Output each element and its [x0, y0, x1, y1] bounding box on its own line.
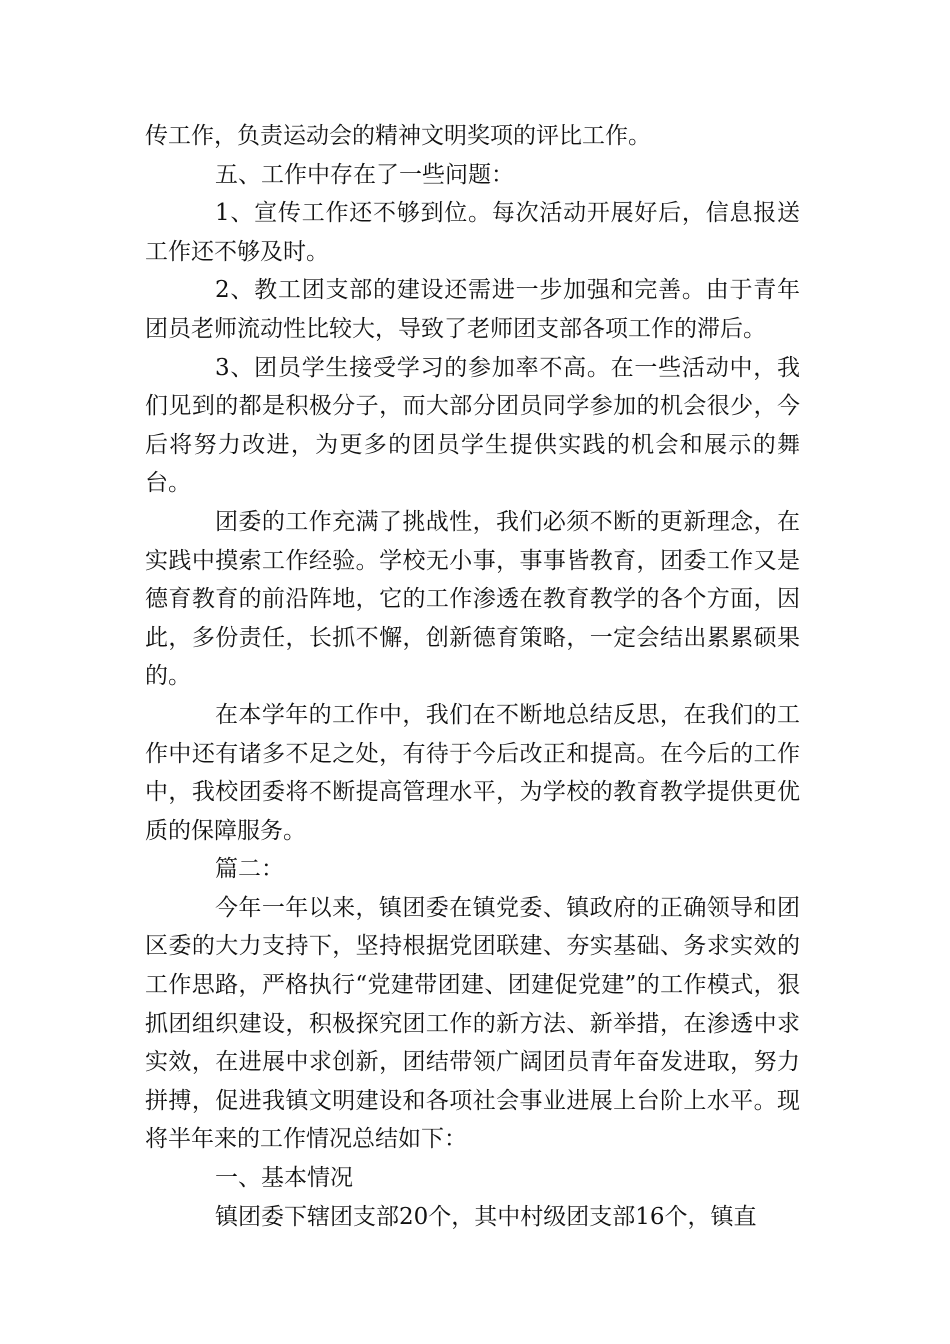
- paragraph-summary: 在本学年的工作中，我们在不断地总结反思，在我们的工作中还有诸多不足之处，有待于今后改正和提高。在今后的工作中，我校团委将不断提高管理水平，为学校的教育教学提供更优质的保障服务。: [145, 701, 800, 844]
- paragraph-continuation: 传工作，负责运动会的精神文明奖项的评比工作。: [145, 123, 651, 149]
- paragraph-challenges: 团委的工作充满了挑战性，我们必须不断的更新理念，在实践中摸索工作经验。学校无小事，事事皆教育，团委工作又是德育教育的前沿阵地，它的工作渗透在教育教学的各个方面，因此，多份责任，长抓不懈，创新德育策略，一定会结出累累硕果的。: [145, 508, 800, 690]
- paragraph-overview: 今年一年以来，镇团委在镇党委、镇政府的正确领导和团区委的大力支持下，坚持根据党团联建、夯实基础、务求实效的工作思路，严格执行“党建带团建、团建促党建”的工作模式，狠抓团组织建设，积极探究团工作的新方法、新举措，在渗透中求实效，在进展中求创新，团结带领广阔团员青年奋发进取，努力拼搏，促进我镇文明建设和各项社会事业进展上台阶上水平。现将半年来的工作情况总结如下：: [145, 894, 800, 1153]
- paragraph-problem-3: 3、团员学生接受学习的参加率不高。在一些活动中，我们见到的都是积极分子，而大部分团员同学参加的机会很少，今后将努力改进，为更多的团员学生提供实践的机会和展示的舞台。: [145, 354, 800, 497]
- section-heading-basic-situation: 一、基本情况: [215, 1165, 353, 1192]
- section-heading-problems: 五、工作中存在了一些问题：: [215, 161, 514, 188]
- paragraph-problem-2: 2、教工团支部的建设还需进一步加强和完善。由于青年团员老师流动性比较大，导致了老师团支部各项工作的滞后。: [145, 277, 800, 342]
- document-body: [145, 117, 800, 1236]
- paragraph-problem-1: 1、宣传工作还不够到位。每次活动开展好后，信息报送工作还不够及时。: [145, 200, 800, 265]
- section-heading-part-two: 篇二：: [215, 856, 284, 883]
- paragraph-basic-situation: 镇团委下辖团支部20个，其中村级团支部16个，镇直: [215, 1203, 757, 1230]
